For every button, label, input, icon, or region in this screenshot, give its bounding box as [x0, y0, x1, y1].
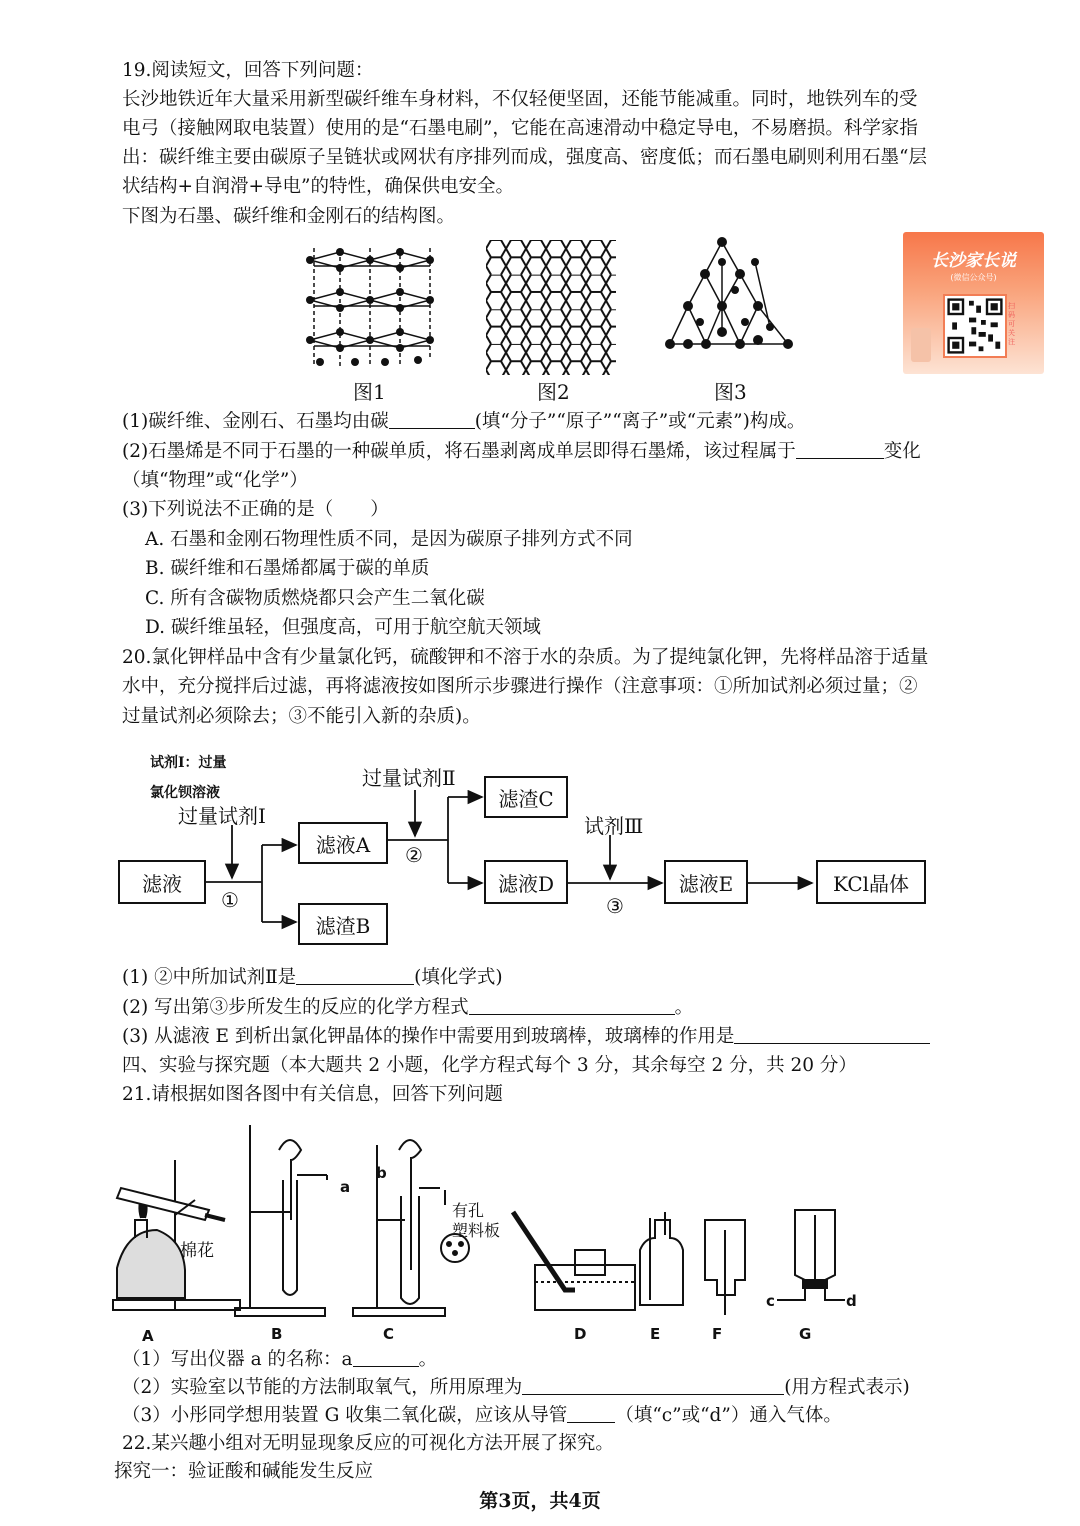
q21-sub3-blank[interactable]	[567, 1402, 615, 1423]
flow-box-filtrate: 滤液	[118, 860, 206, 904]
q22-sub1: 探究一：验证酸和碱能发生反应	[114, 1461, 374, 1482]
q20-sub2-suffix: 。	[674, 997, 694, 1018]
q20-line-2: 水中，充分搅拌后过滤，再将滤液按如图所示步骤进行操作（注意事项：①所加试剂必须过量；②	[122, 676, 918, 697]
qr-promo-card[interactable]	[903, 232, 1044, 374]
apparatus-label-e: E	[650, 1325, 661, 1343]
q21-sub1	[122, 1346, 437, 1374]
flow-box-filtrate-a: 滤液A	[298, 822, 388, 864]
apparatus-label-d: D	[574, 1325, 587, 1343]
q19-option-a: A. 石墨和金刚石物理性质不同，是因为碳原子排列方式不同	[145, 529, 633, 550]
decoration-shape	[911, 328, 931, 362]
q20-sub2-text: (2) 写出第③步所发生的反应的化学方程式	[122, 997, 469, 1018]
flow-box-kcl-crystal: KCl晶体	[816, 860, 926, 904]
q21-sub3-text: （3）小彤同学想用装置 G 收集二氧化碳，应该从导管	[122, 1405, 568, 1426]
q19-sub2-text: (2)石墨烯是不同于石墨的一种碳单质，将石墨剥离成单层即得石墨烯，该过程属于	[122, 441, 796, 462]
flow-step-2: ②	[405, 843, 423, 867]
q19-line-5: 状结构+自润滑+导电”的特性，确保供电安全。	[122, 176, 514, 197]
flow-step-1: ①	[221, 888, 239, 912]
qr-card-title: 长沙家长说	[931, 251, 1016, 271]
tube-d-label: d	[846, 1292, 857, 1310]
flow-reagent-3: 试剂Ⅲ	[584, 814, 644, 838]
q21-sub1-blank[interactable]	[353, 1346, 419, 1367]
figure-1-label: 图1	[353, 380, 386, 404]
flow-box-residue-c: 滤渣C	[484, 776, 568, 818]
flow-box-filtrate-e: 滤液E	[664, 860, 748, 904]
q19-line-2: 长沙地铁近年大量采用新型碳纤维车身材料，不仅轻便坚固，还能节能减重。同时，地铁列车的受	[122, 89, 918, 110]
q19-sub2-blank[interactable]	[796, 438, 884, 459]
q19-option-c: C. 所有含碳物质燃烧都只会产生二氧化碳	[145, 588, 485, 609]
q21-sub2	[122, 1374, 910, 1402]
q21-sub3-hint: （填“c”或“d”）通入气体。	[615, 1405, 842, 1426]
q19-sub2	[122, 438, 921, 466]
flow-reagent-1: 过量试剂Ⅰ	[178, 804, 266, 828]
flow-step-3: ③	[606, 894, 624, 918]
page-number: 第3页，共4页	[479, 1490, 601, 1512]
q21-sub3	[122, 1402, 842, 1430]
q19-sub1-blank[interactable]	[389, 408, 475, 429]
q20-sub1	[122, 964, 503, 992]
q19-line-1: 19.阅读短文，回答下列问题：	[122, 60, 374, 81]
q19-sub3: (3)下列说法不正确的是（ ）	[122, 499, 389, 520]
q20-line-1: 20.氯化钾样品中含有少量氯化钙，硫酸钾和不溶于水的杂质。为了提纯氯化钾，先将样品溶于适量	[122, 647, 929, 668]
apparatus-label-g: G	[799, 1325, 812, 1343]
q20-sub2-blank[interactable]	[469, 994, 675, 1015]
figure-3-label: 图3	[714, 380, 747, 404]
diamond-structure-figure	[660, 232, 800, 362]
apparatus-label-a: A	[142, 1327, 154, 1345]
qr-card-side-text: 扫码可关注	[1008, 302, 1015, 346]
plate-label-2: 塑料板	[452, 1221, 501, 1240]
flow-note-2: 氯化钡溶液	[150, 785, 220, 801]
q19-line-4: 出：碳纤维主要由碳原子呈链状或网状有序排列而成，强度高、密度低；而石墨电刷则利用石墨“层	[122, 147, 927, 168]
q19-sub1	[122, 408, 805, 436]
q21-sub1-text: （1）写出仪器 a 的名称：a	[122, 1349, 353, 1370]
q20-sub1-blank[interactable]	[296, 964, 414, 985]
q19-sub1-hint: (填“分子”“原子”“离子”或“元素”)构成。	[474, 411, 806, 432]
q20-sub2	[122, 994, 693, 1022]
tube-c-label: c	[766, 1292, 775, 1310]
q21-sub1-suffix: 。	[418, 1349, 438, 1370]
section-4-heading: 四、实验与探究题（本大题共 2 小题，化学方程式每个 3 分，其余每空 2 分，共 20 分）	[122, 1055, 857, 1076]
q19-sub1-text: (1)碳纤维、金刚石、石墨均由碳	[122, 411, 389, 432]
flow-reagent-2: 过量试剂Ⅱ	[362, 766, 456, 790]
qr-code-icon[interactable]	[943, 294, 1007, 358]
flow-box-filtrate-d: 滤液D	[484, 860, 568, 904]
q21-sub2-blank[interactable]	[522, 1374, 784, 1395]
graphite-structure-figure	[300, 238, 440, 373]
q19-sub2-suffix: 变化	[883, 441, 921, 462]
apparatus-label-b: B	[271, 1325, 283, 1343]
q19-line-3: 电弓（接触网取电装置）使用的是“石墨电刷”，它能在高速滑动中稳定导电，不易磨损。科学家指	[122, 118, 918, 139]
instrument-a-label: a	[340, 1178, 351, 1196]
carbon-fiber-honeycomb-figure	[486, 240, 616, 375]
q19-option-d: D. 碳纤维虽轻，但强度高，可用于航空航天领域	[145, 617, 541, 638]
q21-sub2-text: （2）实验室以节能的方法制取氧气，所用原理为	[122, 1377, 523, 1398]
figure-2-label: 图2	[537, 380, 570, 404]
instrument-b-label: b	[376, 1164, 387, 1182]
q20-sub3-text: (3) 从滤液 E 到析出氯化钾晶体的操作中需要用到玻璃棒，玻璃棒的作用是	[122, 1026, 735, 1047]
q20-line-3: 过量试剂必须除去；③不能引入新的杂质)。	[122, 706, 481, 727]
q20-sub1-hint: (填化学式)	[414, 967, 503, 988]
apparatus-label-c: C	[383, 1325, 395, 1343]
q21-title: 21.请根据如图各图中有关信息，回答下列问题	[122, 1084, 503, 1105]
flow-note-1: 试剂Ⅰ：过量	[150, 755, 227, 771]
q20-sub3	[122, 1023, 930, 1051]
apparatus-label-f: F	[712, 1325, 723, 1343]
q19-option-b: B. 碳纤维和石墨烯都属于碳的单质	[145, 558, 430, 579]
q20-sub1-text: (1) ②中所加试剂Ⅱ是	[122, 967, 297, 988]
q22-title: 22.某兴趣小组对无明显现象反应的可视化方法开展了探究。	[122, 1433, 614, 1454]
flow-box-residue-b: 滤渣B	[298, 903, 388, 945]
qr-card-subtitle: (微信公众号)	[950, 273, 997, 282]
q21-sub2-hint: (用方程式表示)	[784, 1377, 910, 1398]
q20-sub3-blank[interactable]	[734, 1023, 930, 1044]
cotton-label: 棉花	[180, 1241, 214, 1261]
q19-line-6: 下图为石墨、碳纤维和金刚石的结构图。	[122, 206, 456, 227]
q19-sub2-hint: （填“物理”或“化学”）	[122, 470, 308, 491]
plate-label-1: 有孔	[452, 1201, 485, 1220]
